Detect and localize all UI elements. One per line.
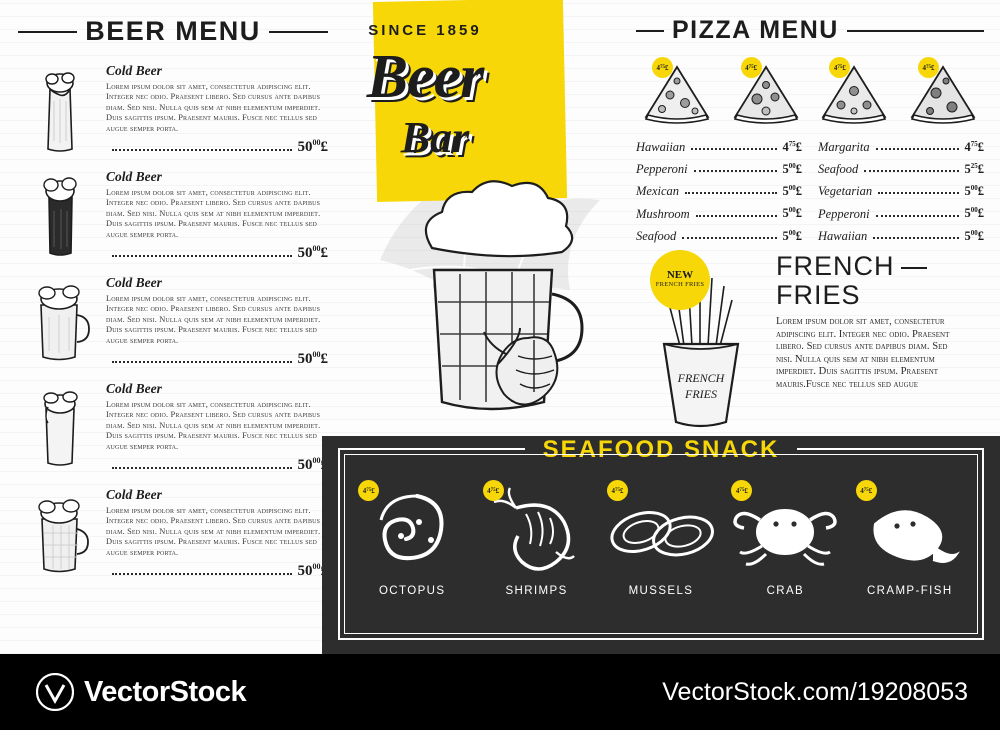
leader-dots (876, 215, 959, 217)
beer-menu-section (18, 16, 328, 580)
french-fries-description: Lorem ipsum dolor sit amet, consectetur adipiscing elit. Integer nec odio. Praesent libero. Sed cursus ante dapibus diam. Sed nisi. Nulla quis sem at nibh elementum imperdiet. Duis sagittis ipsum. Praesent mauris.Fusce nec tellus sed augue (776, 316, 950, 390)
beer-item-price: $50^{00}£$ (297, 138, 328, 156)
french-fries-section (636, 252, 984, 432)
beer-item-text (102, 485, 328, 580)
french-fries-title (776, 252, 984, 310)
pizza-row[interactable] (636, 206, 802, 221)
beer-item-name: Cold Beer (106, 381, 162, 396)
beer-stein-icon (18, 485, 102, 577)
pizza-slice-icon (729, 59, 803, 125)
vectorstock-mark-icon (36, 673, 74, 711)
pizza-price: $5^{00}£$ (964, 228, 984, 243)
beer-item-name: Cold Beer (106, 169, 162, 184)
beer-item-price: $50^{00}£$ (297, 244, 328, 262)
leader-dots (682, 237, 776, 239)
beer-item-price-line (106, 244, 328, 262)
price-badge: 4 75 £ (358, 480, 379, 501)
seafood-snack-section (322, 436, 1000, 654)
beer-menu-title: BEER MENU (85, 16, 261, 46)
seafood-title: SEAFOOD SNACK (525, 436, 798, 463)
leader-dots (873, 237, 958, 239)
pizza-price: $5^{00}£$ (782, 228, 802, 243)
pizza-price: $5^{00}£$ (782, 162, 802, 177)
price-badge: 4 75 £ (829, 57, 850, 78)
beer-item-desc: Lorem ipsum dolor sit amet, consectetur adipiscing elit. Integer nec odio. Praesent libero. Sed cursus ante dapibus diam. Sed nisi. Nulla quis sem at nibh elementum imperdiet. Duis sagittis ipsum. Praesent mauris. Fusce nec tellus sed augue semper porta. (106, 82, 321, 133)
seafood-label: SHRIMPS (505, 585, 568, 597)
pizza-menu-section (636, 16, 984, 244)
divider-left (636, 30, 664, 32)
pizza-slice[interactable] (640, 59, 714, 125)
price-badge: 4 75 £ (741, 57, 762, 78)
pizza-price: $4^{75}£$ (782, 140, 802, 155)
leader-dots (696, 215, 777, 217)
pizza-row[interactable] (818, 229, 984, 244)
pizza-name: Pepperoni (818, 206, 870, 221)
beer-item-desc: Lorem ipsum dolor sit amet, consectetur adipiscing elit. Integer nec odio. Praesent libero. Sed cursus ante dapibus diam. Sed nisi. Nulla quis sem at nibh elementum imperdiet. Duis sagittis ipsum. Praesent mauris. Fusce nec tellus sed augue semper porta. (106, 506, 321, 557)
beer-menu-header (18, 16, 328, 47)
price-badge: 4 75 £ (483, 480, 504, 501)
svg-text:FRENCH: FRENCH (677, 371, 725, 385)
pizza-menu-title: PIZZA MENU (672, 16, 839, 44)
pizza-price-list (636, 133, 984, 244)
vectorstock-logo[interactable] (36, 673, 246, 711)
beer-tumbler-icon (18, 379, 102, 471)
pizza-menu-header (636, 16, 984, 45)
beer-item-name: Cold Beer (106, 63, 162, 78)
french-fries-illustration (636, 270, 764, 432)
leader-dots (685, 192, 776, 194)
vectorstock-brand-text: VectorStock (84, 675, 247, 708)
title-dash (901, 267, 927, 269)
seafood-item-octopus[interactable] (352, 484, 472, 597)
pizza-row[interactable] (818, 206, 984, 221)
beer-item[interactable] (18, 379, 328, 474)
beer-item-price-line (106, 138, 328, 156)
pizza-price-column-right (818, 133, 984, 244)
pizza-slice[interactable] (817, 59, 891, 125)
beer-item[interactable] (18, 273, 328, 368)
beer-item-price: $50^{00}$ (297, 456, 321, 474)
vectorstock-url: VectorStock.com/19208053 (662, 678, 968, 706)
seafood-title-wrap (340, 436, 982, 464)
beer-item-text (102, 273, 328, 368)
pizza-row[interactable] (636, 184, 802, 199)
pizza-row[interactable] (818, 184, 984, 199)
beer-item[interactable] (18, 485, 328, 580)
beer-item-text (102, 167, 328, 262)
beer-item[interactable] (18, 61, 328, 156)
beer-mug-icon (18, 273, 102, 365)
beer-item-desc: Lorem ipsum dolor sit amet, consectetur adipiscing elit. Integer nec odio. Praesent libero. Sed cursus ante dapibus diam. Sed nisi. Nulla quis sem at nibh elementum imperdiet. Duis sagittis ipsum. Praesent mauris. Fusce nec tellus sed augue semper porta. (106, 400, 321, 451)
pizza-name: Pepperoni (636, 162, 688, 177)
pizza-row[interactable] (636, 140, 802, 155)
pizza-slice-icon (906, 59, 980, 125)
pizza-price: $5^{00}£$ (782, 184, 802, 199)
pizza-name: Seafood (818, 162, 859, 177)
seafood-item-mussels[interactable] (601, 484, 721, 597)
seafood-label: MUSSELS (628, 585, 694, 597)
price-badge: 4 75 £ (731, 480, 752, 501)
beer-item-price-line (106, 562, 328, 580)
logo-word-bar: Bar (400, 113, 470, 162)
leader-dots (691, 148, 776, 150)
pizza-name: Margarita (818, 140, 870, 155)
beer-item-name: Cold Beer (106, 275, 162, 290)
beer-item-desc: Lorem ipsum dolor sit amet, consectetur adipiscing elit. Integer nec odio. Praesent libero. Sed cursus ante dapibus diam. Sed nisi. Nulla quis sem at nibh elementum imperdiet. Duis sagittis ipsum. Praesent mauris. Fusce nec tellus sed augue semper porta. (106, 188, 321, 239)
logo-since-text: SINCE 1859 (368, 22, 482, 39)
leader-dots (112, 361, 292, 363)
leader-dots (878, 192, 958, 194)
pizza-name: Mushroom (636, 206, 690, 221)
seafood-label: CRAB (766, 585, 805, 597)
price-badge: 4 75 £ (607, 480, 628, 501)
leader-dots (876, 148, 959, 150)
seafood-item-cramp-fish[interactable] (850, 484, 970, 597)
divider-right (847, 30, 984, 32)
pizza-name: Hawaiian (636, 140, 686, 155)
divider-left (18, 31, 77, 33)
pilsner-glass-icon (18, 61, 102, 153)
leader-dots (694, 170, 777, 172)
pizza-price: $5^{00}£$ (964, 184, 984, 199)
badge-line-1: NEW (666, 269, 694, 281)
pizza-name: Mexican (636, 184, 680, 199)
pizza-row[interactable] (636, 229, 802, 244)
beer-item-desc: Lorem ipsum dolor sit amet, consectetur adipiscing elit. Integer nec odio. Praesent libero. Sed cursus ante dapibus diam. Sed nisi. Nulla quis sem at nibh elementum imperdiet. Duis sagittis ipsum. Praesent mauris. Fusce nec tellus sed augue semper porta. (106, 294, 321, 345)
seafood-item-shrimps[interactable] (477, 484, 597, 597)
hero-beer-mug-illustration (402, 178, 592, 433)
beer-item-name: Cold Beer (106, 487, 162, 502)
svg-text:FRIES: FRIES (685, 387, 717, 401)
new-french-fries-badge (650, 250, 710, 310)
pizza-name: Hawaiian (818, 228, 868, 243)
footer-bar (0, 654, 1000, 730)
divider-right (269, 31, 328, 33)
seafood-frame (338, 436, 984, 640)
leader-dots (112, 255, 292, 257)
pizza-price: $5^{25}£$ (964, 162, 984, 177)
dark-beer-glass-icon (18, 167, 102, 259)
pizza-price: $5^{00}£$ (782, 206, 802, 221)
beer-item[interactable] (18, 167, 328, 262)
pizza-row[interactable] (636, 162, 802, 177)
hero-section (330, 0, 630, 440)
seafood-label: CRAMP-FISH (866, 585, 953, 597)
seafood-label: OCTOPUS (378, 585, 446, 597)
leader-dots (112, 467, 292, 469)
french-fries-title-line2: FRIES (776, 280, 861, 310)
price-badge: 4 75 £ (652, 57, 673, 78)
leader-dots (864, 170, 958, 172)
pizza-price: $4^{75}£$ (964, 140, 984, 155)
price-badge: 4 75 £ (918, 57, 939, 78)
beer-item-text (102, 379, 328, 474)
pizza-name: Vegetarian (818, 184, 873, 199)
leader-dots (112, 573, 292, 575)
pizza-row[interactable] (818, 162, 984, 177)
pizza-price: $5^{00}£$ (964, 206, 984, 221)
pizza-row[interactable] (818, 140, 984, 155)
beer-item-price: $50^{00}$ (297, 562, 321, 580)
leader-dots (112, 149, 292, 151)
pizza-slice-illustrations (636, 59, 984, 125)
price-badge: 4 75 £ (856, 480, 877, 501)
pizza-slice[interactable] (729, 59, 803, 125)
beer-item-price: $50^{00}£$ (297, 350, 328, 368)
pizza-slice[interactable] (906, 59, 980, 125)
pizza-name: Seafood (636, 228, 677, 243)
beer-item-price-line (106, 350, 328, 368)
seafood-items (350, 484, 972, 597)
beer-item-price-line (106, 456, 328, 474)
beer-item-text (102, 61, 328, 156)
logo-word-beer: Beer (366, 43, 484, 111)
pizza-price-column-left (636, 133, 802, 244)
seafood-item-crab[interactable] (725, 484, 845, 597)
french-fries-title-line1: FRENCH (776, 251, 895, 281)
badge-line-2: FRENCH FRIES (655, 281, 705, 288)
